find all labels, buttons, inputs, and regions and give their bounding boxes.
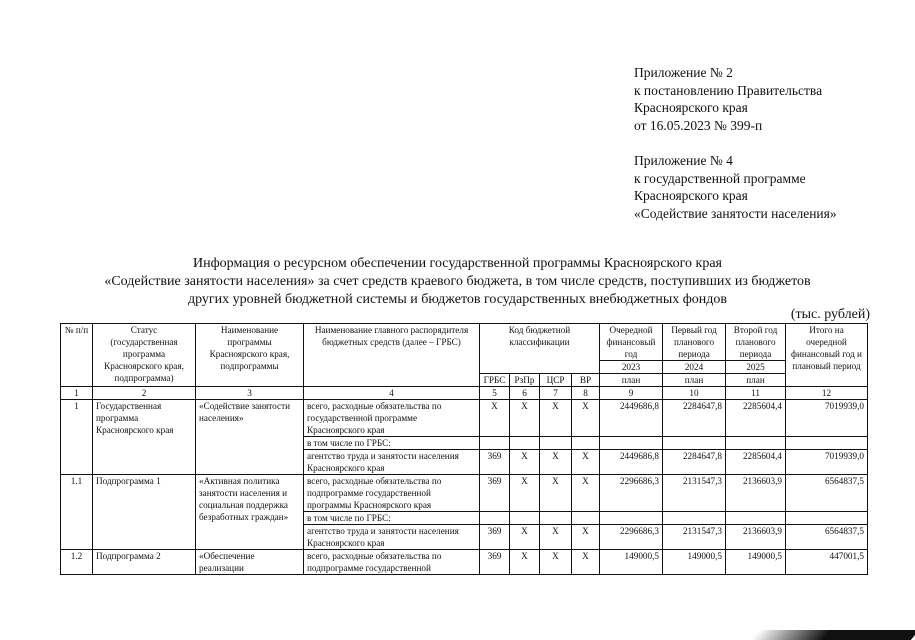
- year1-value-cell: 2296686,3: [600, 475, 663, 512]
- status-cell: Подпрограмма 1: [93, 475, 196, 550]
- rzpr-cell: X: [510, 525, 540, 550]
- rzpr-cell: X: [510, 400, 540, 437]
- year2-value-cell: [663, 437, 726, 450]
- year3-value-cell: 2136603,9: [726, 475, 786, 512]
- appendix-4-line: к государственной программе: [634, 170, 806, 186]
- year2-value-cell: 2284647,8: [663, 400, 726, 437]
- csr-cell: [540, 437, 572, 450]
- appendix-4-line: «Содействие занятости населения»: [634, 205, 837, 221]
- status-cell: Государственная программа Красноярского края: [93, 400, 196, 475]
- year2-value-cell: 2284647,8: [663, 450, 726, 475]
- grbs-name-cell: агентство труда и занятости населения Красноярского края: [304, 450, 480, 475]
- year3-value-cell: [726, 512, 786, 525]
- year3-value-cell: 2285604,4: [726, 450, 786, 475]
- col-number: 2: [93, 387, 196, 400]
- col-number: 11: [726, 387, 786, 400]
- header-total: Итого на очередной финансовый год и плановый период: [786, 324, 868, 387]
- year3-value-cell: 2136603,9: [726, 525, 786, 550]
- program-name-cell: «Содействие занятости населения»: [196, 400, 304, 475]
- header-year3-label: Второй год планового периода: [726, 324, 786, 361]
- csr-cell: X: [540, 475, 572, 512]
- document-heading: [40, 255, 875, 309]
- appendix-4-line: Красноярского края: [634, 188, 748, 203]
- header-kbk: Код бюджетной классификации: [480, 324, 600, 374]
- table-row: [61, 400, 868, 437]
- grbs-code-cell: [480, 437, 510, 450]
- col-number: 9: [600, 387, 663, 400]
- csr-cell: X: [540, 450, 572, 475]
- vr-cell: X: [572, 550, 600, 575]
- col-number: 8: [572, 387, 600, 400]
- vr-cell: [572, 437, 600, 450]
- year2-value-cell: 149000,5: [663, 550, 726, 575]
- grbs-code-cell: X: [480, 400, 510, 437]
- rzpr-cell: [510, 512, 540, 525]
- vr-cell: X: [572, 475, 600, 512]
- header-year2-label: Первый год планового периода: [663, 324, 726, 361]
- units-label: (тыс. рублей): [790, 307, 870, 322]
- appendix-2-line: Красноярского края: [634, 100, 748, 115]
- rzpr-cell: X: [510, 550, 540, 575]
- row-number-cell: 1.2: [61, 550, 93, 575]
- col-number: 1: [61, 387, 93, 400]
- header-grbs: ГРБС: [480, 374, 510, 387]
- col-number: 3: [196, 387, 304, 400]
- header-year3: 2025: [726, 361, 786, 374]
- total-value-cell: 7019939,0: [786, 450, 868, 475]
- appendix-4-line: Приложение № 4: [634, 153, 733, 168]
- heading-line: Информация о ресурсном обеспечении государственной программы Красноярского края: [193, 256, 722, 271]
- header-row: [61, 324, 868, 361]
- header-year1-sub: план: [600, 374, 663, 387]
- program-name-cell: «Обеспечение реализации: [196, 550, 304, 575]
- header-year2: 2024: [663, 361, 726, 374]
- total-value-cell: 6564837,5: [786, 475, 868, 512]
- vr-cell: X: [572, 525, 600, 550]
- grbs-name-cell: агентство труда и занятости населения Красноярского края: [304, 525, 480, 550]
- appendix-2-line: к постановлению Правительства: [634, 82, 823, 98]
- year1-value-cell: 2449686,8: [600, 400, 663, 437]
- vr-cell: X: [572, 450, 600, 475]
- header-program-name: Наименование программы Красноярского края, подпрограммы: [196, 324, 304, 387]
- total-value-cell: [786, 512, 868, 525]
- header-vr: ВР: [572, 374, 600, 387]
- appendix-2-block: [634, 64, 822, 134]
- grbs-name-cell: в том числе по ГРБС:: [304, 437, 480, 450]
- csr-cell: [540, 512, 572, 525]
- year3-value-cell: 2285604,4: [726, 400, 786, 437]
- year3-value-cell: 149000,5: [726, 550, 786, 575]
- total-value-cell: 7019939,0: [786, 400, 868, 437]
- grbs-name-cell: всего, расходные обязательства по подпрограмме государственной программы Красноярского края: [304, 475, 480, 512]
- header-status: Статус (государственная программа Красноярского края, подпрограмма): [93, 324, 196, 387]
- col-number: 10: [663, 387, 726, 400]
- appendix-4-block: [634, 152, 837, 222]
- column-number-row: [61, 387, 868, 400]
- year1-value-cell: 2296686,3: [600, 525, 663, 550]
- header-csr: ЦСР: [540, 374, 572, 387]
- header-grbs-name: Наименование главного распорядителя бюджетных средств (далее – ГРБС): [304, 324, 480, 387]
- rzpr-cell: X: [510, 475, 540, 512]
- table-body: [61, 324, 868, 575]
- header-rzpr: РзПр: [510, 374, 540, 387]
- year2-value-cell: 2131547,3: [663, 525, 726, 550]
- appendix-2-line: от 16.05.2023 № 399-п: [634, 117, 763, 133]
- total-value-cell: [786, 437, 868, 450]
- appendix-2-line: Приложение № 2: [634, 65, 733, 80]
- grbs-code-cell: [480, 512, 510, 525]
- header-year2-sub: план: [663, 374, 726, 387]
- total-value-cell: 447001,5: [786, 550, 868, 575]
- col-number: 4: [304, 387, 480, 400]
- year2-value-cell: 2131547,3: [663, 475, 726, 512]
- grbs-code-cell: 369: [480, 450, 510, 475]
- col-number: 5: [480, 387, 510, 400]
- row-number-cell: 1.1: [61, 475, 93, 550]
- rzpr-cell: X: [510, 450, 540, 475]
- grbs-code-cell: 369: [480, 525, 510, 550]
- year1-value-cell: 2449686,8: [600, 450, 663, 475]
- grbs-name-cell: в том числе по ГРБС:: [304, 512, 480, 525]
- csr-cell: X: [540, 525, 572, 550]
- heading-line: «Содействие занятости населения» за счет средств краевого бюджета, в том числе средств, поступивших из бюджетов: [104, 274, 811, 289]
- program-name-cell: «Активная политика занятости населения и социальная поддержка безработных граждан»: [196, 475, 304, 550]
- col-number: 12: [786, 387, 868, 400]
- total-value-cell: 6564837,5: [786, 525, 868, 550]
- rzpr-cell: [510, 437, 540, 450]
- heading-line: других уровней бюджетной системы и бюджетов государственных внебюджетных фондов: [187, 292, 728, 307]
- vr-cell: X: [572, 400, 600, 437]
- header-year3-sub: план: [726, 374, 786, 387]
- header-num: № п/п: [61, 324, 93, 387]
- header-year1-label: Очередной финансовый год: [600, 324, 663, 361]
- header-year1: 2023: [600, 361, 663, 374]
- csr-cell: X: [540, 400, 572, 437]
- table-row: [61, 475, 868, 512]
- col-number: 7: [540, 387, 572, 400]
- year3-value-cell: [726, 437, 786, 450]
- grbs-name-cell: всего, расходные обязательства по государственной программе Красноярского края: [304, 400, 480, 437]
- row-number-cell: 1: [61, 400, 93, 475]
- col-number: 6: [510, 387, 540, 400]
- year1-value-cell: [600, 437, 663, 450]
- table-row: [61, 550, 868, 575]
- grbs-code-cell: 369: [480, 550, 510, 575]
- year1-value-cell: [600, 512, 663, 525]
- year2-value-cell: [663, 512, 726, 525]
- grbs-name-cell: всего, расходные обязательства по подпрограмме государственной: [304, 550, 480, 575]
- grbs-code-cell: 369: [480, 475, 510, 512]
- year1-value-cell: 149000,5: [600, 550, 663, 575]
- csr-cell: X: [540, 550, 572, 575]
- status-cell: Подпрограмма 2: [93, 550, 196, 575]
- vr-cell: [572, 512, 600, 525]
- resource-table: [60, 323, 868, 575]
